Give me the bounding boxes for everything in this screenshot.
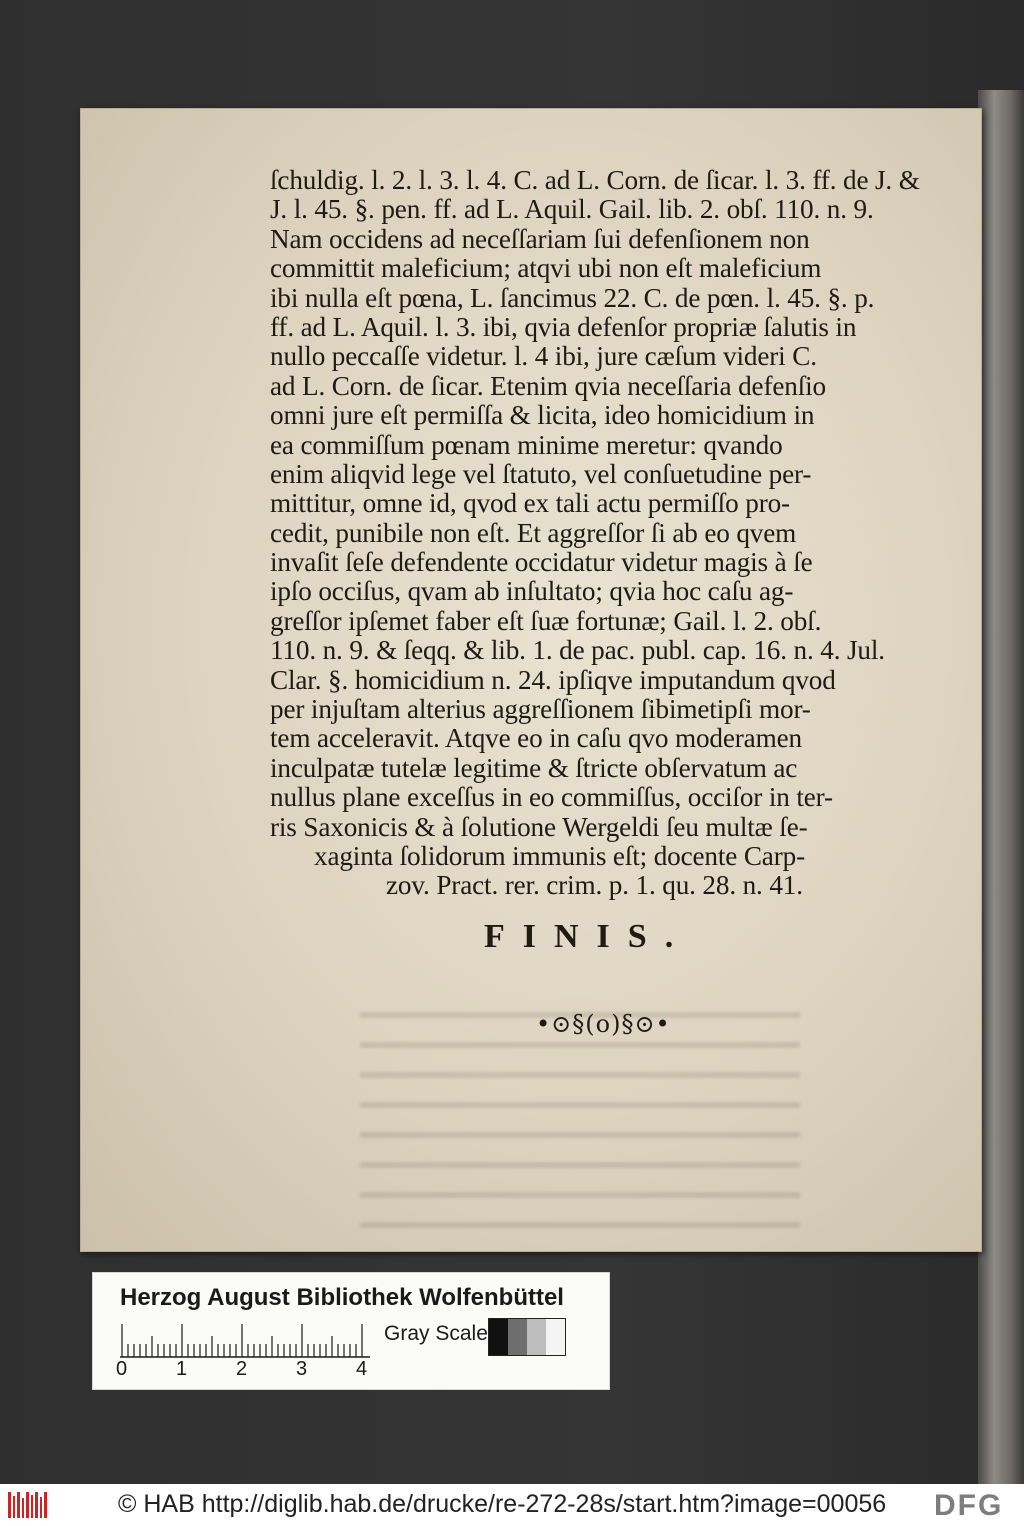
swatch-light-gray — [527, 1319, 546, 1355]
text-line: nullus plane exceſſus in eo commiſſus, occiſor in ter- — [270, 782, 833, 813]
text-line: greſſor ipſemet faber eſt ſuæ fortunæ; Gail. l. 2. obſ. — [270, 605, 822, 636]
text-line: enim aliqvid lege vel ſtatuto, vel conſuetudine per- — [270, 458, 812, 489]
citation-link[interactable]: © HAB http://diglib.hab.de/drucke/re-272-28s/start.htm?image=00056 — [118, 1490, 887, 1518]
body-text — [270, 165, 920, 901]
color-calibration-card — [92, 1272, 610, 1390]
ornament-icon: •⊙§(o)§⊙• — [536, 1010, 671, 1038]
gray-scale-swatch — [488, 1318, 566, 1356]
text-line: J. l. 45. §. pen. ff. ad L. Aquil. Gail. lib. 2. obſ. 110. n. 9. — [270, 194, 874, 225]
text-line: ibi nulla eſt pœna, L. ſancimus 22. C. de pœn. l. 45. §. p. — [270, 282, 875, 313]
text-line: ſchuldig. l. 2. l. 3. l. 4. C. ad L. Corn. de ſicar. l. 3. ff. de J. & — [270, 165, 920, 195]
text-line: invaſit ſeſe defendente occidatur videtur magis à ſe — [270, 547, 813, 578]
text-line: ipſo occiſus, qvam ab inſultato; qvia hoc caſu ag- — [270, 576, 794, 607]
text-line: ad L. Corn. de ſicar. Etenim qvia neceſſaria defenſio — [270, 370, 826, 401]
viewer-footer — [0, 1484, 1024, 1526]
swatch-black — [489, 1319, 508, 1355]
text-line: inculpatæ tutelæ legitime & ſtricte obſervatum ac — [270, 752, 798, 783]
text-line: Nam occidens ad neceſſariam ſui defenſionem non — [270, 223, 810, 254]
ruler-number: 0 — [116, 1358, 128, 1380]
text-line: ff. ad L. Aquil. l. 3. ibi, qvia defenſor propriæ ſalutis in — [270, 311, 857, 342]
text-line: committit maleficium; atqvi ubi non eſt maleficium — [270, 253, 822, 284]
ruler-number: 2 — [236, 1358, 248, 1380]
ruler-icon — [120, 1322, 370, 1358]
barcode-icon — [8, 1492, 48, 1518]
text-line: 110. n. 9. & ſeqq. & lib. 1. de pac. publ. cap. 16. n. 4. Jul. — [270, 635, 885, 666]
text-line: per injuſtam alterius aggreſſionem ſibimetipſi mor- — [270, 694, 811, 725]
text-line: ris Saxonicis & à ſolutione Wergeldi ſeu multæ ſe- — [270, 811, 808, 842]
dfg-logo: DFG — [934, 1489, 1004, 1522]
text-line: omni jure eſt permiſſa & licita, ideo homicidium in — [270, 400, 815, 431]
text-line: tem acceleravit. Atqve eo in caſu qvo moderamen — [270, 723, 802, 754]
text-line: cedit, punibile non eſt. Et aggreſſor ſi ab eo qvem — [270, 517, 797, 548]
ruler-number: 4 — [356, 1358, 368, 1380]
finis-heading: FINIS. — [484, 918, 692, 955]
book-edge — [978, 90, 1024, 1484]
library-name: Herzog August Bibliothek Wolfenbüttel — [120, 1284, 564, 1311]
text-line: zov. Pract. rer. crim. p. 1. qu. 28. n. 41. — [386, 870, 803, 901]
text-line: ea commiſſum pœnam minime meretur: qvando — [270, 429, 783, 460]
text-line: Clar. §. homicidium n. 24. ipſiqve imputandum qvod — [270, 664, 836, 695]
gray-scale-label: Gray Scale — [384, 1322, 488, 1345]
swatch-white — [546, 1319, 565, 1355]
ruler-number: 1 — [176, 1358, 188, 1380]
text-line: xaginta ſolidorum immunis eſt; docente Carp- — [314, 840, 805, 871]
ruler-number: 3 — [296, 1358, 308, 1380]
text-line: nullo peccaſſe videtur. l. 4 ibi, jure cæſum videri C. — [270, 341, 817, 372]
text-line: mittitur, omne id, qvod ex tali actu permiſſo pro- — [270, 488, 790, 519]
swatch-dark-gray — [508, 1319, 527, 1355]
